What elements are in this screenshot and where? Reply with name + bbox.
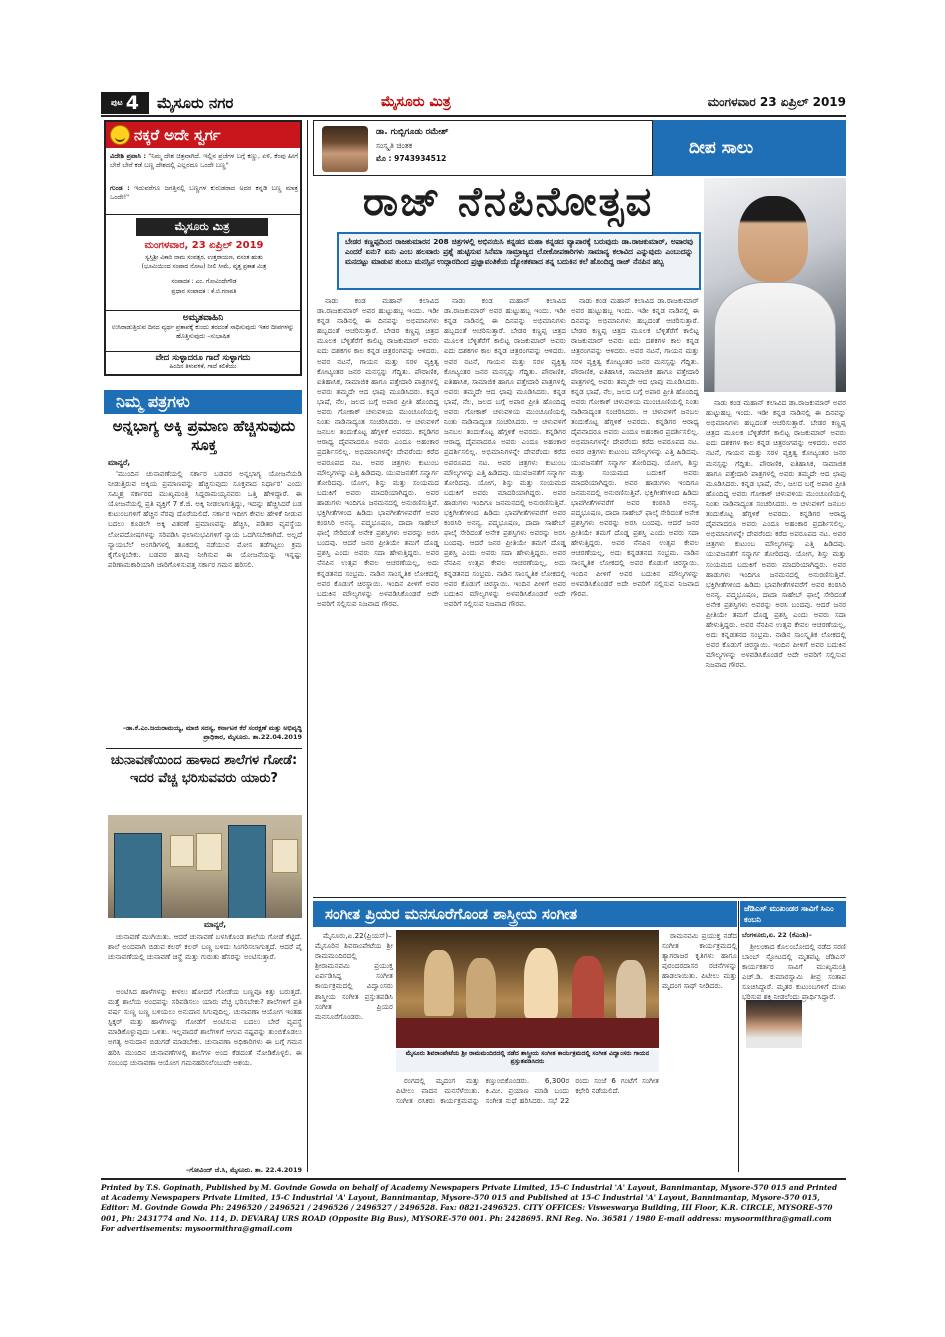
letter2-signature: –ಗೋವಿಂದ್ ಜೆ.ಸಿ, ಮೈಸೂರು. ತಾ. 22.4.2019 (186, 1166, 302, 1174)
concert-headline-band: ಸಂಗೀತ ಪ್ರಿಯರ ಮನಸೂರೆಗೊಂಡ ಶಾಸ್ತ್ರೀಯ ಸಂಗೀತ (313, 901, 737, 927)
proverb-box (106, 352, 300, 374)
stage-carpet-image (396, 1018, 659, 1048)
performer-figure (616, 960, 646, 1020)
amruthavahini-text: ಉಸಿರಾಡುತ್ತಿರುವ ದಿನದ ವ್ಯರ್ಥ ಪ್ರತಾಪಕ್ಕೆ ಕುಂದು ತರದಂತೆ ಸಾಧಿಸುವುದು ಇತರ ದೀಪಗಳನ್ನು ಹೊತ್ತಿಸುವುದು –ಸುಭಾಷಿತ (111, 324, 295, 340)
letter1-body: 'ಮುಂದಿನ ಚುನಾವಣೆಯಲ್ಲಿ ಸರ್ಕಾರ ಬಡವರ ಅನ್ನಭಾಗ್ಯ ಯೋಜನೆಯಡಿ ನೀಡುತ್ತಿರುವ ಅಕ್ಕಿಯ ಪ್ರಮಾಣವನ್ನು ಹೆಚ್ಚಿಸುವುದು ಸೂಕ್ತವಾದ ನಿರ್ಧಾರ' ಎಂದು ಸಮ್ಮಿಶ್ರ ಸರ್ಕಾರದ ಮುಖ್ಯಮಂತ್ರಿ ಸಿದ್ದರಾಮಯ್ಯನವರು ಒತ್ತಿ ಹೇಳಿದ್ದಾರೆ. ಈ ಯೋಜನೆಯಲ್ಲಿ ಪ್ರತಿ ವ್ಯಕ್ತಿಗೆ 7 ಕೆ.ಜಿ. ಅಕ್ಕಿ ನೀಡಲಾಗುತ್ತಿದ್ದು, ಇದನ್ನು ಹೆಚ್ಚಿಸಿದರೆ ಬಡ ಕುಟುಂಬಗಳಿಗೆ ಹೆಚ್ಚಿನ ನೆರವು ದೊರೆಯಲಿದೆ. ಸರ್ಕಾರ ಇದೀಗ ಕೇವಲ ಹೇಳಿಕೆ ನೀಡುವ ಬದಲು ಕೂಡಲೇ ಅಕ್ಕಿ ವಿತರಣೆ ಪ್ರಮಾಣವನ್ನು ಹೆಚ್ಚಿಸಿ, ಪಡಿತರ ವ್ಯವಸ್ಥೆಯ ಲೋಪದೋಷಗಳನ್ನು ಸರಿಪಡಿಸಿ ಫಲಾನುಭವಿಗಳಿಗೆ ನ್ಯಾಯ ಒದಗಿಸಬೇಕಾಗಿದೆ. ಅಲ್ಲದೆ ನ್ಯಾಯಬೆಲೆ ಅಂಗಡಿಗಳಲ್ಲಿ ತೂಕದಲ್ಲಿ ನಡೆಯುವ ಮೋಸ ತಡೆಗಟ್ಟಲು ಕ್ರಮ ಕೈಗೊಳ್ಳಬೇಕು. ಬಡವರ ಹಸಿವು ನೀಗಿಸುವ ಈ ಯೋಜನೆಯನ್ನು ಇನ್ನಷ್ಟು ಪರಿಣಾಮಕಾರಿಯಾಗಿ ಜಾರಿಗೊಳಿಸುವತ್ತ ಸರ್ಕಾರ ಗಮನ ಹರಿಸಲಿ. (108, 469, 302, 569)
article-body-column-3: ನಾಡು ಕಂಡ ಮಹಾನ್ ಕಲಾವಿದ ಡಾ.ರಾಜಕುಮಾರ್ ಅವರ ಹುಟ್ಟುಹಬ್ಬ ಇಂದು. ಇಡೀ ಕನ್ನಡ ನಾಡಿನಲ್ಲಿ ಈ ದಿನವನ್ನು ಅಭಿಮಾನಿಗಳು ಹಬ್ಬದಂತೆ ಆಚರಿಸುತ್ತಾರೆ. ಬೇಡರ ಕಣ್ಣಪ್ಪ ಚಿತ್ರದ ಮೂಲಕ ಬೆಳ್ಳಿತೆರೆಗೆ ಕಾಲಿಟ್ಟ ರಾಜಕುಮಾರ್ ಅವರು ಐದು ದಶಕಗಳ ಕಾಲ ಕನ್ನಡ ಚಿತ್ರರಂಗವನ್ನು ಆಳಿದರು. ಅವರ ನಟನೆ, ಗಾಯನ ಮತ್ತು ಸರಳ ವ್ಯಕ್ತಿತ್ವ ಕೋಟ್ಯಂತರ ಜನರ ಮನಸ್ಸನ್ನು ಗೆದ್ದಿತು. ಪೌರಾಣಿಕ, ಐತಿಹಾಸಿಕ, ಸಾಮಾಜಿಕ ಹಾಗೂ ಪತ್ತೇದಾರಿ ಪಾತ್ರಗಳಲ್ಲಿ ಅವರು ತಮ್ಮದೇ ಆದ ಛಾಪು ಮೂಡಿಸಿದರು. ಕನ್ನಡ ಭಾಷೆ, ನೆಲ, ಜಲದ ಬಗ್ಗೆ ಅಪಾರ ಪ್ರೀತಿ ಹೊಂದಿದ್ದ ಅವರು ಗೋಕಾಕ್ ಚಳುವಳಿಯ ಮುಂಚೂಣಿಯಲ್ಲಿ ನಿಂತು ನಾಡಿನಾದ್ಯಂತ ಸಂಚರಿಸಿದರು. ಆ ಚಳುವಳಿಗೆ ಜನಬಲ ತಂದುಕೊಟ್ಟ ಹೆಗ್ಗಳಿಕೆ ಅವರದು. ಕನ್ನಡಿಗರ ಆರಾಧ್ಯ ದೈವವಾದರೂ ಅವರು ಎಂದೂ ಅಹಂಕಾರ ಪ್ರದರ್ಶಿಸಲಿಲ್ಲ. ಅಭಿಮಾನಿಗಳನ್ನೇ ದೇವರೆಂದು ಕರೆದ ಅಪರೂಪದ ನಟ. ಅವರ ಚಿತ್ರಗಳು ಕುಟುಂಬ ಮೌಲ್ಯಗಳನ್ನು ಎತ್ತಿ ಹಿಡಿದವು. ಯುವಜನತೆಗೆ ಸನ್ಮಾರ್ಗ ತೋರಿದವು. ಯೋಗ, ಶಿಸ್ತು ಮತ್ತು ಸಂಯಮದ ಬದುಕಿಗೆ ಅವರು ಮಾದರಿಯಾಗಿದ್ದರು. ಅವರ ಹಾಡುಗಳು ಇಂದಿಗೂ ಜನಮನದಲ್ಲಿ ಅನುರಣಿಸುತ್ತಿವೆ. ಭಕ್ತಿಗೀತೆಗಳಿಂದ ಹಿಡಿದು ಭಾವಗೀತೆಗಳವರೆಗೆ ಅವರ ಕಂಠಸಿರಿ ಅನನ್ಯ. ಪದ್ಮಭೂಷಣ, ದಾದಾ ಸಾಹೇಬ್ ಫಾಲ್ಕೆ ಸೇರಿದಂತೆ ಅನೇಕ ಪ್ರಶಸ್ತಿಗಳು ಅವರನ್ನು ಅರಸಿ ಬಂದವು. ಆದರೆ ಜನರ ಪ್ರೀತಿಯೇ ತಮಗೆ ದೊಡ್ಡ ಪ್ರಶಸ್ತಿ ಎಂದು ಅವರು ಸದಾ ಹೇಳುತ್ತಿದ್ದರು. ಅವರ ನೆನಪಿನ ಉತ್ಸವ ಕೇವಲ ಆಚರಣೆಯಲ್ಲ, ಅದು ಕನ್ನಡತನದ ಸಂಭ್ರಮ. ನಾಡಿನ ಸಾಂಸ್ಕೃತಿಕ ಲೋಕದಲ್ಲಿ ಅವರ ಕೊಡುಗೆ ಚಿರಸ್ಥಾಯಿ. ಇಂದಿನ ಪೀಳಿಗೆ ಅವರ ಬದುಕಿನ ಮೌಲ್ಯಗಳನ್ನು ಅಳವಡಿಸಿಕೊಂಡರೆ ಅದೇ ಅವರಿಗೆ ಸಲ್ಲಿಸುವ ನಿಜವಾದ ಗೌರವ. (571, 296, 699, 598)
portrait-body-image (714, 282, 836, 392)
cm-story-dateline: ಬೆಂಗಳೂರು,ಏ. 22 (ಕೆಎಂಶಿ)– (742, 931, 812, 939)
author-byline-box (313, 120, 653, 176)
author-photo (322, 126, 368, 172)
wall-poster-image (170, 835, 194, 867)
concert-photo (396, 930, 659, 1048)
joke-box (104, 120, 302, 376)
proverb-title: ವೇದ ಸುಳ್ಳಾದರೂ ಗಾದೆ ಸುಳ್ಳಾಗದು (155, 353, 251, 363)
amruthavahini-box (106, 310, 300, 352)
print-imprint-footer: Printed by T.S. Gopinath, Published by M. Govinde Gowda on behalf of Academy Newspapers Private Limited, 15-C Industrial 'A' Layout, Bannimantap, Mysore-570 015 and Printed at Academy Newspapers Private Limited, 15-C Industrial 'A' Layout, Bannimantap, Mysore-570 015 and Published at 15-C Industrial 'A' Layout, Bannimantap, Mysore-570 015, Editor: M. Govinde Gowda Ph: 2496520 / 2496521 / 2496526 / 2496527 / 2496528. Fax: 0821-2496525. CITY OFFICES: Visweswarya Building, III Floor, K.R. CIRCLE, MYSORE-570 001, Ph: 2431774 and No. 114, D. DEVARAJ URS ROAD (Opposite Big Bus), MYSORE-570 001. Ph: 2428695. RNI Reg. No. 36581 / 1980 E-mail address: mysoormithra@gmail.com For advertisements: mysoormithra@gmail.com (101, 1178, 846, 1226)
masthead-chief-editor: ಪ್ರಧಾನ ಸಂಪಾದಕ : ಕೆ.ಬಿ.ಗಣಪತಿ (171, 288, 237, 295)
letter1-salutation: ಮಾನ್ಯರೆ, (108, 458, 131, 467)
masthead-date: ಮಂಗಳವಾರ, 23 ಏಪ್ರಿಲ್ 2019 (144, 240, 264, 251)
joke-heading-text: ನಕ್ಕರೆ ಅದೇ ಸ್ವರ್ಗ (134, 126, 221, 144)
wall-poster-image (272, 839, 298, 873)
masthead-name: ಮೈಸೂರು ಮಿತ್ರ (136, 218, 268, 236)
page-number: 4 (125, 92, 139, 114)
letters-section-band: ನಿಮ್ಮ ಪತ್ರಗಳು (104, 390, 302, 414)
author-role: ಸಂಸ್ಕೃತಿ ಚಿಂತಕ (376, 141, 413, 150)
page-section-city: ಮೈಸೂರು ನಗರ (157, 94, 234, 112)
article-body-column-1: ನಾಡು ಕಂಡ ಮಹಾನ್ ಕಲಾವಿದ ಡಾ.ರಾಜಕುಮಾರ್ ಅವರ ಹುಟ್ಟುಹಬ್ಬ ಇಂದು. ಇಡೀ ಕನ್ನಡ ನಾಡಿನಲ್ಲಿ ಈ ದಿನವನ್ನು ಅಭಿಮಾನಿಗಳು ಹಬ್ಬದಂತೆ ಆಚರಿಸುತ್ತಾರೆ. ಬೇಡರ ಕಣ್ಣಪ್ಪ ಚಿತ್ರದ ಮೂಲಕ ಬೆಳ್ಳಿತೆರೆಗೆ ಕಾಲಿಟ್ಟ ರಾಜಕುಮಾರ್ ಅವರು ಐದು ದಶಕಗಳ ಕಾಲ ಕನ್ನಡ ಚಿತ್ರರಂಗವನ್ನು ಆಳಿದರು. ಅವರ ನಟನೆ, ಗಾಯನ ಮತ್ತು ಸರಳ ವ್ಯಕ್ತಿತ್ವ ಕೋಟ್ಯಂತರ ಜನರ ಮನಸ್ಸನ್ನು ಗೆದ್ದಿತು. ಪೌರಾಣಿಕ, ಐತಿಹಾಸಿಕ, ಸಾಮಾಜಿಕ ಹಾಗೂ ಪತ್ತೇದಾರಿ ಪಾತ್ರಗಳಲ್ಲಿ ಅವರು ತಮ್ಮದೇ ಆದ ಛಾಪು ಮೂಡಿಸಿದರು. ಕನ್ನಡ ಭಾಷೆ, ನೆಲ, ಜಲದ ಬಗ್ಗೆ ಅಪಾರ ಪ್ರೀತಿ ಹೊಂದಿದ್ದ ಅವರು ಗೋಕಾಕ್ ಚಳುವಳಿಯ ಮುಂಚೂಣಿಯಲ್ಲಿ ನಿಂತು ನಾಡಿನಾದ್ಯಂತ ಸಂಚರಿಸಿದರು. ಆ ಚಳುವಳಿಗೆ ಜನಬಲ ತಂದುಕೊಟ್ಟ ಹೆಗ್ಗಳಿಕೆ ಅವರದು. ಕನ್ನಡಿಗರ ಆರಾಧ್ಯ ದೈವವಾದರೂ ಅವರು ಎಂದೂ ಅಹಂಕಾರ ಪ್ರದರ್ಶಿಸಲಿಲ್ಲ. ಅಭಿಮಾನಿಗಳನ್ನೇ ದೇವರೆಂದು ಕರೆದ ಅಪರೂಪದ ನಟ. ಅವರ ಚಿತ್ರಗಳು ಕುಟುಂಬ ಮೌಲ್ಯಗಳನ್ನು ಎತ್ತಿ ಹಿಡಿದವು. ಯುವಜನತೆಗೆ ಸನ್ಮಾರ್ಗ ತೋರಿದವು. ಯೋಗ, ಶಿಸ್ತು ಮತ್ತು ಸಂಯಮದ ಬದುಕಿಗೆ ಅವರು ಮಾದರಿಯಾಗಿದ್ದರು. ಅವರ ಹಾಡುಗಳು ಇಂದಿಗೂ ಜನಮನದಲ್ಲಿ ಅನುರಣಿಸುತ್ತಿವೆ. ಭಕ್ತಿಗೀತೆಗಳಿಂದ ಹಿಡಿದು ಭಾವಗೀತೆಗಳವರೆಗೆ ಅವರ ಕಂಠಸಿರಿ ಅನನ್ಯ. ಪದ್ಮಭೂಷಣ, ದಾದಾ ಸಾಹೇಬ್ ಫಾಲ್ಕೆ ಸೇರಿದಂತೆ ಅನೇಕ ಪ್ರಶಸ್ತಿಗಳು ಅವರನ್ನು ಅರಸಿ ಬಂದವು. ಆದರೆ ಜನರ ಪ್ರೀತಿಯೇ ತಮಗೆ ದೊಡ್ಡ ಪ್ರಶಸ್ತಿ ಎಂದು ಅವರು ಸದಾ ಹೇಳುತ್ತಿದ್ದರು. ಅವರ ನೆನಪಿನ ಉತ್ಸವ ಕೇವಲ ಆಚರಣೆಯಲ್ಲ, ಅದು ಕನ್ನಡತನದ ಸಂಭ್ರಮ. ನಾಡಿನ ಸಾಂಸ್ಕೃತಿಕ ಲೋಕದಲ್ಲಿ ಅವರ ಕೊಡುಗೆ ಚಿರಸ್ಥಾಯಿ. ಇಂದಿನ ಪೀಳಿಗೆ ಅವರ ಬದುಕಿನ ಮೌಲ್ಯಗಳನ್ನು ಅಳವಡಿಸಿಕೊಂಡರೆ ಅದೇ ಅವರಿಗೆ ಸಲ್ಲಿಸುವ ನಿಜವಾದ ಗೌರವ. (317, 296, 439, 608)
masthead-meta: ಸ್ವಸ್ತಿಶ್ರೀ ವಿಕಾರಿ ನಾಮ ಸಂವತ್ಸರ, ಉತ್ತರಾಯಣ, ವಸಂತ ಋತು (145, 254, 263, 261)
letter2-title: ಚುನಾವಣೆಯಿಂದ ಹಾಳಾದ ಶಾಲೆಗಳ ಗೋಡೆ: ಇದರ ವೆಚ್ಚ ಭರಿಸುವವರು ಯಾರು? (110, 753, 298, 786)
joke-text: ಇದುವರೆಗೂ ಜಗತ್ತಿನಲ್ಲಿ ಬಣ್ಣಗಳ ಕುರುಡರಾದ ಅದರ ಕನ್ನಡಿ ಬಣ್ಣ ಮಾತ್ರ ಒಂದೇ!" (110, 184, 298, 201)
cm-story-headline: ಜೆಡಿಎಸ್ ಮುಖಂಡರ ಸಾವಿಗೆ ಸಿಎಂ ಕಂಬನಿ (740, 901, 846, 927)
performer-figure (524, 948, 558, 1018)
concert-photo-caption: ಮೈಸೂರು ಶಿವರಾಂಪೇಟೆಯ ಶ್ರೀ ರಾಮಮಂದಿರದಲ್ಲಿ ನಡೆದ ಶಾಸ್ತ್ರೀಯ ಸಂಗೀತ ಕಾರ್ಯಕ್ರಮದಲ್ಲಿ ಸಂಗೀತ ವಿದ್ವಾಂಸರು ಗಾಯನ ಪ್ರಸ್ತುತಪಡಿಸಿದರು (396, 1050, 659, 1072)
divider (106, 214, 300, 215)
column-name-band: ದೀಪ ಸಾಲು (653, 120, 846, 176)
school-door-image (228, 825, 266, 918)
letter2-salutation: ಮಾನ್ಯರೆ, (204, 920, 227, 929)
page-number-block (101, 92, 149, 114)
joke-line (110, 184, 298, 202)
wall-poster-image (196, 833, 222, 871)
laughing-face-icon (110, 125, 130, 145)
article-intro-box (337, 232, 701, 290)
column-rule (738, 901, 739, 1172)
masthead-meta: (ಭೂಮಿಯಿಂದ ಸಂಪಾದ ನೋಟ) ನೀಲಿ ಸೀಮೆ, ವೃತ್ತ ಪ್ರಕಾಶ ಮಿತ್ರ (141, 263, 267, 270)
performer-figure (424, 950, 454, 1016)
proverb-text: ಹಿಂದಿನ ತಿಳುವಳಿಕೆ, ಗಾದೆ ಕಲಿಕೆಯು (169, 363, 237, 370)
article-body-column-4: ನಾಡು ಕಂಡ ಮಹಾನ್ ಕಲಾವಿದ ಡಾ.ರಾಜಕುಮಾರ್ ಅವರ ಹುಟ್ಟುಹಬ್ಬ ಇಂದು. ಇಡೀ ಕನ್ನಡ ನಾಡಿನಲ್ಲಿ ಈ ದಿನವನ್ನು ಅಭಿಮಾನಿಗಳು ಹಬ್ಬದಂತೆ ಆಚರಿಸುತ್ತಾರೆ. ಬೇಡರ ಕಣ್ಣಪ್ಪ ಚಿತ್ರದ ಮೂಲಕ ಬೆಳ್ಳಿತೆರೆಗೆ ಕಾಲಿಟ್ಟ ರಾಜಕುಮಾರ್ ಅವರು ಐದು ದಶಕಗಳ ಕಾಲ ಕನ್ನಡ ಚಿತ್ರರಂಗವನ್ನು ಆಳಿದರು. ಅವರ ನಟನೆ, ಗಾಯನ ಮತ್ತು ಸರಳ ವ್ಯಕ್ತಿತ್ವ ಕೋಟ್ಯಂತರ ಜನರ ಮನಸ್ಸನ್ನು ಗೆದ್ದಿತು. ಪೌರಾಣಿಕ, ಐತಿಹಾಸಿಕ, ಸಾಮಾಜಿಕ ಹಾಗೂ ಪತ್ತೇದಾರಿ ಪಾತ್ರಗಳಲ್ಲಿ ಅವರು ತಮ್ಮದೇ ಆದ ಛಾಪು ಮೂಡಿಸಿದರು. ಕನ್ನಡ ಭಾಷೆ, ನೆಲ, ಜಲದ ಬಗ್ಗೆ ಅಪಾರ ಪ್ರೀತಿ ಹೊಂದಿದ್ದ ಅವರು ಗೋಕಾಕ್ ಚಳುವಳಿಯ ಮುಂಚೂಣಿಯಲ್ಲಿ ನಿಂತು ನಾಡಿನಾದ್ಯಂತ ಸಂಚರಿಸಿದರು. ಆ ಚಳುವಳಿಗೆ ಜನಬಲ ತಂದುಕೊಟ್ಟ ಹೆಗ್ಗಳಿಕೆ ಅವರದು. ಕನ್ನಡಿಗರ ಆರಾಧ್ಯ ದೈವವಾದರೂ ಅವರು ಎಂದೂ ಅಹಂಕಾರ ಪ್ರದರ್ಶಿಸಲಿಲ್ಲ. ಅಭಿಮಾನಿಗಳನ್ನೇ ದೇವರೆಂದು ಕರೆದ ಅಪರೂಪದ ನಟ. ಅವರ ಚಿತ್ರಗಳು ಕುಟುಂಬ ಮೌಲ್ಯಗಳನ್ನು ಎತ್ತಿ ಹಿಡಿದವು. ಯುವಜನತೆಗೆ ಸನ್ಮಾರ್ಗ ತೋರಿದವು. ಯೋಗ, ಶಿಸ್ತು ಮತ್ತು ಸಂಯಮದ ಬದುಕಿಗೆ ಅವರು ಮಾದರಿಯಾಗಿದ್ದರು. ಅವರ ಹಾಡುಗಳು ಇಂದಿಗೂ ಜನಮನದಲ್ಲಿ ಅನುರಣಿಸುತ್ತಿವೆ. ಭಕ್ತಿಗೀತೆಗಳಿಂದ ಹಿಡಿದು ಭಾವಗೀತೆಗಳವರೆಗೆ ಅವರ ಕಂಠಸಿರಿ ಅನನ್ಯ. ಪದ್ಮಭೂಷಣ, ದಾದಾ ಸಾಹೇಬ್ ಫಾಲ್ಕೆ ಸೇರಿದಂತೆ ಅನೇಕ ಪ್ರಶಸ್ತಿಗಳು ಅವರನ್ನು ಅರಸಿ ಬಂದವು. ಆದರೆ ಜನರ ಪ್ರೀತಿಯೇ ತಮಗೆ ದೊಡ್ಡ ಪ್ರಶಸ್ತಿ ಎಂದು ಅವರು ಸದಾ ಹೇಳುತ್ತಿದ್ದರು. ಅವರ ನೆನಪಿನ ಉತ್ಸವ ಕೇವಲ ಆಚರಣೆಯಲ್ಲ, ಅದು ಕನ್ನಡತನದ ಸಂಭ್ರಮ. ನಾಡಿನ ಸಾಂಸ್ಕೃತಿಕ ಲೋಕದಲ್ಲಿ ಅವರ ಕೊಡುಗೆ ಚಿರಸ್ಥಾಯಿ. ಇಂದಿನ ಪೀಳಿಗೆ ಅವರ ಬದುಕಿನ ಮೌಲ್ಯಗಳನ್ನು ಅಳವಡಿಸಿಕೊಂಡರೆ ಅದೇ ಅವರಿಗೆ ಸಲ್ಲಿಸುವ ನಿಜವಾದ ಗೌರವ. (706, 398, 846, 670)
school-wall-photo (108, 815, 302, 918)
article-headline: ರಾಜ್ ನೆನಪಿನೋತ್ಸವ (362, 179, 654, 225)
newspaper-logo: ಮೈಸೂರು ಮಿತ್ರ (381, 94, 451, 110)
header-rule (101, 115, 846, 117)
joke-heading (106, 122, 300, 148)
author-phone: ಮೊ : 9743934512 (376, 154, 447, 163)
page-header-bar (101, 92, 846, 114)
concert-body-right: ರಾಮನವಮಿ ಪ್ರಯುಕ್ತ ನಡೆದ ಸಂಗೀತ ಕಾರ್ಯಕ್ರಮದಲ್ಲಿ ತ್ಯಾಗರಾಜರ ಕೃತಿಗಳು ಹಾಗೂ ಪುರಂದರದಾಸರ ರಚನೆಗಳನ್ನು ಹಾಡಲಾಯಿತು. ಪಿಟೀಲು ಮತ್ತು ಮೃದಂಗ ಸಾಥ್ ನೀಡಿದರು. (662, 931, 737, 991)
joke-speaker: ವಿದೇಶಿ ಪ್ರವಾಸಿ : (110, 152, 146, 160)
divider (106, 748, 302, 749)
section-rule (313, 897, 846, 898)
page-label: ಪುಟ (111, 98, 123, 107)
letter1-signature: –ಡಾ.ಕೆ.ಎಂ.ಜಯರಾಮಯ್ಯ, ಮಾಜಿ ಸದಸ್ಯ, ಕರ್ನಾಟಕ ಕೆರೆ ಸಂರಕ್ಷಣೆ ಮತ್ತು ಅಭಿವೃದ್ಧಿ ಪ್ರಾಧಿಕಾರ, ಮೈಸೂರು. ತಾ.22.04.2019 (122, 724, 302, 741)
concert-body-left: ಮೈಸೂರು,ಏ.22(ಪ್ರಿಯಸ್)– ಮೈಸೂರಿನ ಶಿವರಾಂಪೇಟೆಯ ಶ್ರೀ ರಾಮಮಂದಿರದಲ್ಲಿ ಶ್ರೀರಾಮನವಮಿ ಪ್ರಯುಕ್ತ ಏರ್ಪಡಿಸಿದ್ದ ಸಂಗೀತ ಕಾರ್ಯಕ್ರಮದಲ್ಲಿ ವಿದ್ವಾಂಸರು ಶಾಸ್ತ್ರೀಯ ಸಂಗೀತ ಪ್ರಸ್ತುತಪಡಿಸಿ ಸಂಗೀತ ಪ್ರಿಯರ ಮನಸೂರೆಗೊಂಡರು. (315, 931, 393, 1021)
masthead-editor: ಸಂಪಾದಕ : ಎಂ. ಗೋವಿಂದೇಗೌಡ (171, 278, 237, 285)
letter2-body: ಅಂಟಿಸಿದ ಹಾಳೆಗಳನ್ನು ಕೀಳಲು ಹೋದರೆ ಗೋಡೆಯ ಬಣ್ಣವೂ ಕಿತ್ತು ಬರುತ್ತದೆ. ಮತ್ತೆ ಶಾಲೆಯ ಅಂದವನ್ನು ಸರಿಪಡಿಸಲು ಯಾರು ವೆಚ್ಚ ಭರಿಸಬೇಕು? ಶಾಲೆಗಳಿಗೆ ಪ್ರತಿ ವರ್ಷ ಸುಣ್ಣ ಬಣ್ಣ ಬಳಿಯಲು ಅನುದಾನ ಸಿಗುವುದಿಲ್ಲ. ಚುನಾವಣಾ ಆಯೋಗ ಇಂತಹ ಸ್ಟಿಕ್ಕರ್ ಮತ್ತು ಹಾಳೆಗಳನ್ನು ಗೋಡೆಗೆ ಅಂಟಿಸುವ ಬದಲು ಬೇರೆ ವ್ಯವಸ್ಥೆ ಮಾಡಿಕೊಳ್ಳುವುದು ಒಳಿತು. ಇಲ್ಲವಾದರೆ ಶಾಲೆಗಳಿಗೆ ಆಗುವ ನಷ್ಟವನ್ನು ತುಂಬಿಕೊಡಲು ಅಗತ್ಯ ಅನುದಾನ ಬಿಡುಗಡೆ ಮಾಡಬೇಕು. ಚುನಾವಣಾ ಅಧಿಕಾರಿಗಳು ಈ ಬಗ್ಗೆ ಗಮನ ಹರಿಸಿ ಮುಂದಿನ ಚುನಾವಣೆಗಳಲ್ಲಿ ಶಾಲೆಗಳ ಅಂದ ಕೆಡದಂತೆ ನೋಡಿಕೊಳ್ಳಲಿ. ಈ ಸಂಬಂಧ ಚುನಾವಣಾ ಆಯೋಗ ಗಮನಹರಿಸಲೆಂಬುದೇ ಆಶಯ. (108, 987, 302, 1067)
amruthavahini-title: ಅಮೃತವಾಹಿನಿ (182, 313, 224, 323)
portrait-face-image (738, 196, 808, 282)
performer-figure (466, 958, 496, 1018)
letter2-intro: ಚುನಾವಣೆ ಮುಗಿಯಿತು. ಆದರೆ ಚುನಾವಣೆ ಬಳಸಿಕೊಂಡ ಶಾಲೆಯ ಗೋಡೆ ಕೆಟ್ಟಿದೆ. ಶಾಲೆ ಅಂದವಾಗಿ ಬಿಡುವ ಕಲರ್ ಕಲರ್ ಬಣ್ಣ ಬಳಿದು ಸಿಂಗರಿಸಲಾಗುತ್ತದೆ. ಆದರೆ ಪೈ ಚುನಾವಣೆಯಲ್ಲಿ ಚುನಾವಣೆ ಚಿನ್ಹೆ ಮತ್ತು ಗುರುತು ಹೆಸರನ್ನು ಅಂಟಿಸುತ್ತಾರೆ. (108, 932, 302, 962)
joke-text: "ನಿಮ್ಮ ದೇಶ ಚಿತ್ರವಾಗಿದೆ. ಇಲ್ಲಿನ ಪ್ರಜೆಗಳ ಬಗ್ಗೆ ಕಣ್ಣು, ಏಳಿ, ಕೆಂಪು ಹೀಗೆ ಬೇರೆ ಬೇರೆ ಕಡೆ ಬಣ್ಣ ದೇಶದಲ್ಲಿ ಎಲ್ಲರದೂ ಒಂದೇ ಬಣ್ಣ" (110, 152, 298, 169)
performer-figure (572, 956, 604, 1020)
concert-body-bottom: ರಂಗದಲ್ಲಿ ಮೃದಂಗ ಮತ್ತು ಪಿಟೀಲು ವಾದನ ಮನಸೆಳೆಯಿತು. ಸಂಗೀತ ರಸಿಕರು ಕಾರ್ಯಕ್ರಮವನ್ನು ಕಣ್ತುಂಬಿಕೊಂಡರು. 6,300ರ ಕಿ.ಮೀ. ಪ್ರಯಾಣ ಮಾಡಿ ಬಂದು ಸಂಗೀತ ಸುಧೆ ಹರಿಸಿದರು. ಸಭೆ 22 ರಂದು ಸಂಜೆ 6 ಗಂಟೆಗೆ ಸಂಗೀತ ಕಛೇರಿ ನಡೆಯಲಿದೆ. (396, 1076, 659, 1106)
page-date: ಮಂಗಳವಾರ 23 ಏಪ್ರಿಲ್ 2019 (707, 95, 846, 109)
author-name: ಡಾ. ಗುಬ್ಬಿಗೂಡು ರಮೇಶ್ (376, 127, 449, 137)
letter1-title: ಅನ್ನಭಾಗ್ಯ ಅಕ್ಕಿ ಪ್ರಮಾಣ ಹೆಚ್ಚಿಸುವುದು ಸೂಕ್ತ (112, 417, 296, 454)
joke-line (110, 152, 298, 170)
cm-story-body: ಶ್ರೀಲಂಕಾದ ಕೊಲಂಬೋದಲ್ಲಿ ನಡೆದ ಸರಣಿ ಬಾಂಬ್ ಸ್ಫೋಟದಲ್ಲಿ ಮೃತಪಟ್ಟ ಜೆಡಿಎಸ್ ಕಾರ್ಯಕರ್ತರ ಸಾವಿಗೆ ಮುಖ್ಯಮಂತ್ರಿ ಎಚ್.ಡಿ. ಕುಮಾರಸ್ವಾಮಿ ತೀವ್ರ ಸಂತಾಪ ಸೂಚಿಸಿದ್ದಾರೆ. ಮೃತರ ಕುಟುಂಬಗಳಿಗೆ ದುಃಖ ಭರಿಸುವ ಶಕ್ತಿ ನೀಡಲೆಂದು ಪ್ರಾರ್ಥಿಸಿದ್ದಾರೆ. (742, 942, 846, 1002)
school-door-image (114, 833, 162, 918)
rajkumar-portrait-photo (704, 178, 846, 392)
article-body-column-2: ನಾಡು ಕಂಡ ಮಹಾನ್ ಕಲಾವಿದ ಡಾ.ರಾಜಕುಮಾರ್ ಅವರ ಹುಟ್ಟುಹಬ್ಬ ಇಂದು. ಇಡೀ ಕನ್ನಡ ನಾಡಿನಲ್ಲಿ ಈ ದಿನವನ್ನು ಅಭಿಮಾನಿಗಳು ಹಬ್ಬದಂತೆ ಆಚರಿಸುತ್ತಾರೆ. ಬೇಡರ ಕಣ್ಣಪ್ಪ ಚಿತ್ರದ ಮೂಲಕ ಬೆಳ್ಳಿತೆರೆಗೆ ಕಾಲಿಟ್ಟ ರಾಜಕುಮಾರ್ ಅವರು ಐದು ದಶಕಗಳ ಕಾಲ ಕನ್ನಡ ಚಿತ್ರರಂಗವನ್ನು ಆಳಿದರು. ಅವರ ನಟನೆ, ಗಾಯನ ಮತ್ತು ಸರಳ ವ್ಯಕ್ತಿತ್ವ ಕೋಟ್ಯಂತರ ಜನರ ಮನಸ್ಸನ್ನು ಗೆದ್ದಿತು. ಪೌರಾಣಿಕ, ಐತಿಹಾಸಿಕ, ಸಾಮಾಜಿಕ ಹಾಗೂ ಪತ್ತೇದಾರಿ ಪಾತ್ರಗಳಲ್ಲಿ ಅವರು ತಮ್ಮದೇ ಆದ ಛಾಪು ಮೂಡಿಸಿದರು. ಕನ್ನಡ ಭಾಷೆ, ನೆಲ, ಜಲದ ಬಗ್ಗೆ ಅಪಾರ ಪ್ರೀತಿ ಹೊಂದಿದ್ದ ಅವರು ಗೋಕಾಕ್ ಚಳುವಳಿಯ ಮುಂಚೂಣಿಯಲ್ಲಿ ನಿಂತು ನಾಡಿನಾದ್ಯಂತ ಸಂಚರಿಸಿದರು. ಆ ಚಳುವಳಿಗೆ ಜನಬಲ ತಂದುಕೊಟ್ಟ ಹೆಗ್ಗಳಿಕೆ ಅವರದು. ಕನ್ನಡಿಗರ ಆರಾಧ್ಯ ದೈವವಾದರೂ ಅವರು ಎಂದೂ ಅಹಂಕಾರ ಪ್ರದರ್ಶಿಸಲಿಲ್ಲ. ಅಭಿಮಾನಿಗಳನ್ನೇ ದೇವರೆಂದು ಕರೆದ ಅಪರೂಪದ ನಟ. ಅವರ ಚಿತ್ರಗಳು ಕುಟುಂಬ ಮೌಲ್ಯಗಳನ್ನು ಎತ್ತಿ ಹಿಡಿದವು. ಯುವಜನತೆಗೆ ಸನ್ಮಾರ್ಗ ತೋರಿದವು. ಯೋಗ, ಶಿಸ್ತು ಮತ್ತು ಸಂಯಮದ ಬದುಕಿಗೆ ಅವರು ಮಾದರಿಯಾಗಿದ್ದರು. ಅವರ ಹಾಡುಗಳು ಇಂದಿಗೂ ಜನಮನದಲ್ಲಿ ಅನುರಣಿಸುತ್ತಿವೆ. ಭಕ್ತಿಗೀತೆಗಳಿಂದ ಹಿಡಿದು ಭಾವಗೀತೆಗಳವರೆಗೆ ಅವರ ಕಂಠಸಿರಿ ಅನನ್ಯ. ಪದ್ಮಭೂಷಣ, ದಾದಾ ಸಾಹೇಬ್ ಫಾಲ್ಕೆ ಸೇರಿದಂತೆ ಅನೇಕ ಪ್ರಶಸ್ತಿಗಳು ಅವರನ್ನು ಅರಸಿ ಬಂದವು. ಆದರೆ ಜನರ ಪ್ರೀತಿಯೇ ತಮಗೆ ದೊಡ್ಡ ಪ್ರಶಸ್ತಿ ಎಂದು ಅವರು ಸದಾ ಹೇಳುತ್ತಿದ್ದರು. ಅವರ ನೆನಪಿನ ಉತ್ಸವ ಕೇವಲ ಆಚರಣೆಯಲ್ಲ, ಅದು ಕನ್ನಡತನದ ಸಂಭ್ರಮ. ನಾಡಿನ ಸಾಂಸ್ಕೃತಿಕ ಲೋಕದಲ್ಲಿ ಅವರ ಕೊಡುಗೆ ಚಿರಸ್ಥಾಯಿ. ಇಂದಿನ ಪೀಳಿಗೆ ಅವರ ಬದುಕಿನ ಮೌಲ್ಯಗಳನ್ನು ಅಳವಡಿಸಿಕೊಂಡರೆ ಅದೇ ಅವರಿಗೆ ಸಲ್ಲಿಸುವ ನಿಜವಾದ ಗೌರವ. (444, 296, 566, 608)
article-intro-text: ಬೇಡರ ಕಣ್ಣಪ್ಪದಿಂದ ರಾಜಕುಮಾರನ 208 ಚಿತ್ರಗಳಲ್ಲಿ ಅಭಿನಯಿಸಿ ಕನ್ನಡದ ಮಹಾ ಕನ್ನಡದ ವ್ಯಾಪಾರಕ್ಕೆ ಬರುವುದು ಡಾ.ರಾಜಕುಮಾರ್, ಅಪಾರವು ಎಂದರೆ ಏನು? ಏನು ಎಂಬ ಹಲವಾರು ಪ್ರಶ್ನೆ ಹುಟ್ಟಿಸುವ ಸಿನೆಮಾ ಸಾಮ್ರಾಜ್ಯದ ಲೋಕೋಪಕಾರಿಗಳು ಸಾಮಾನ್ಯ ಕಲಾವಿದ ಎನ್ನುವುದು ಎಂಬುದನ್ನು ಮನದಟ್ಟು ಮಾಡುವ ತುಂಬು ಮನಸ್ಸಿನ ಉದ್ಗಾರದಿಂದ ಪ್ರಜ್ಞಾವಂತಿಕೆಯ ದ್ಯೋತಕವಾದ ತನ್ನ ಬದುಕಿನ ಕಲೆ ಹೊಂದಿದ್ದ ರಾಜ್ ನೆನಪಿನ ಹಬ್ಬ (345, 237, 693, 267)
column-rule (307, 120, 308, 1172)
joke-speaker: ಗುಂಡ : (110, 184, 130, 192)
